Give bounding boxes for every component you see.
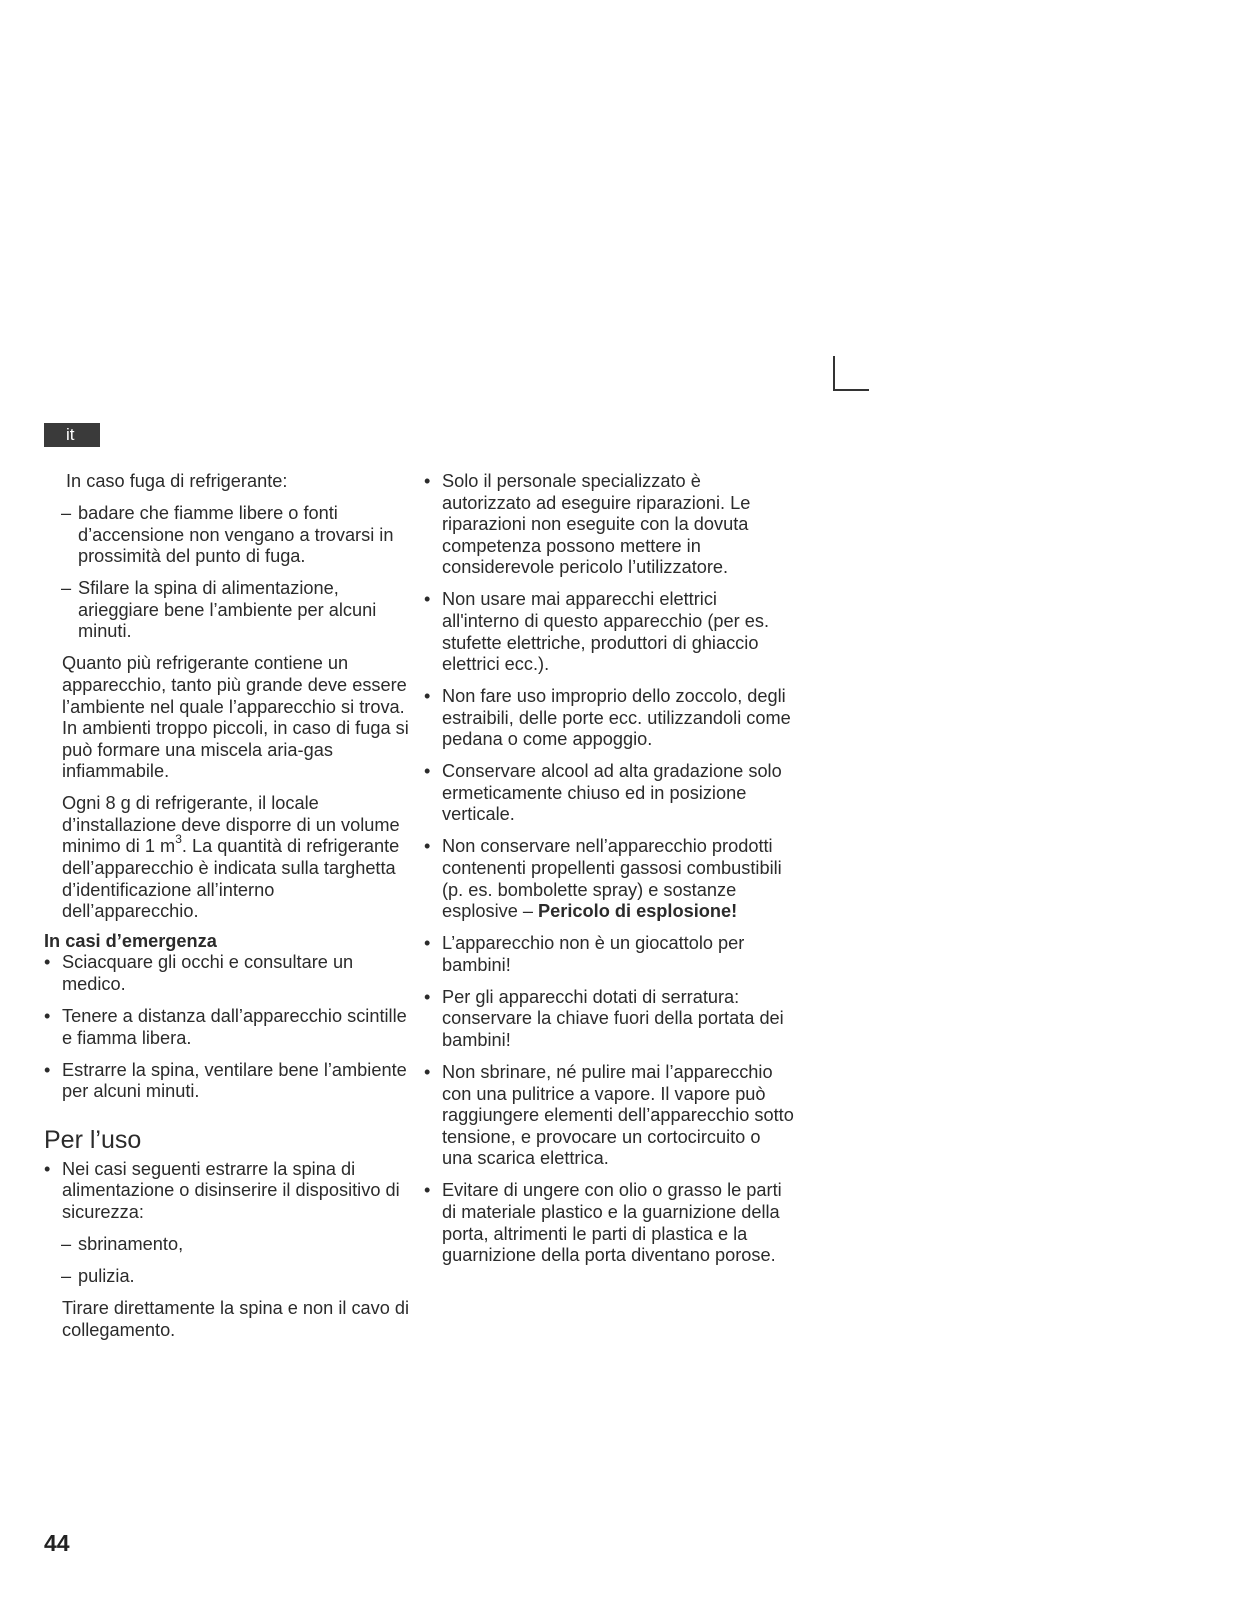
list-item: • Sciacquare gli occhi e consultare un medico. bbox=[44, 952, 414, 995]
list-item: • Conservare alcool ad alta gradazione solo ermeticamente chiuso ed in posizione verticale. bbox=[424, 761, 794, 826]
explosion-warning: Pericolo di esplosione! bbox=[538, 901, 738, 922]
refrigerant-paragraph: Quanto più refrigerante contiene un apparecchio, tanto più grande deve essere l’ambiente nel quale l’apparecchio si trova. In ambienti troppo piccoli, in caso di fuga si può formare una miscela aria-gas infiammabile. bbox=[62, 653, 409, 782]
volume-paragraph bbox=[62, 793, 414, 923]
list-item: • Estrarre la spina, ventilare bene l’ambiente per alcuni minuti. bbox=[44, 1060, 414, 1103]
list-item: • L’apparecchio non è un giocattolo per bambini! bbox=[424, 933, 794, 976]
language-tab: it bbox=[44, 423, 100, 447]
leak-dash-item: – badare che fiamme libere o fonti d’accensione non vengano a trovarsi in prossimità del punto di fuga. bbox=[44, 503, 414, 568]
list-item bbox=[424, 836, 794, 922]
right-column bbox=[424, 471, 794, 1267]
emergency-heading: In casi d’emergenza bbox=[44, 930, 217, 951]
dash-item: – pulizia. bbox=[44, 1266, 414, 1288]
list-item: • Non sbrinare, né pulire mai l’apparecchio con una pulitrice a vapore. Il vapore può raggiungere elementi dell’apparecchio sotto tensione, e provocare un cortocircuito o una scarica elettrica. bbox=[424, 1062, 794, 1170]
list-item: • Per gli apparecchi dotati di serratura: conservare la chiave fuori della portata dei bambini! bbox=[424, 987, 794, 1052]
list-item: • Solo il personale specializzato è autorizzato ad eseguire riparazioni. Le riparazioni non eseguite con la dovuta competenza possono mettere in considerevole pericolo l’utilizzatore. bbox=[424, 471, 794, 579]
leak-intro: In caso fuga di refrigerante: bbox=[66, 471, 288, 491]
leak-dash-item: – Sfilare la spina di alimentazione, arieggiare bene l’ambiente per alcuni minuti. bbox=[44, 578, 414, 643]
dash-item: – sbrinamento, bbox=[44, 1234, 414, 1256]
volume-text: Ogni 8 g di refrigerante, il locale d’installazione deve disporre di un volume minimo di 1 m bbox=[62, 793, 400, 857]
crop-mark bbox=[833, 356, 869, 391]
section-heading: Per l’uso bbox=[44, 1125, 142, 1154]
list-item: • Non fare uso improprio dello zoccolo, degli estraibili, delle porte ecc. utilizzandoli come pedana o come appoggio. bbox=[424, 686, 794, 751]
volume-text-end: . La quantità di refrigerante dell’apparecchio è indicata sulla targhetta d’identificazione all’interno dell’apparecchio. bbox=[62, 836, 400, 922]
list-item: • Non usare mai apparecchi elettrici all'interno di questo apparecchio (per es. stufette elettriche, produttori di ghiaccio elettrici ecc.). bbox=[424, 589, 794, 675]
superscript: 3 bbox=[175, 832, 182, 847]
page-number: 44 bbox=[44, 1530, 70, 1556]
left-column bbox=[44, 471, 414, 1341]
list-item: • Nei casi seguenti estrarre la spina di alimentazione o disinserire il dispositivo di sicurezza: bbox=[44, 1159, 414, 1224]
list-item: • Evitare di ungere con olio o grasso le parti di materiale plastico e la guarnizione della porta, altrimenti le parti di plastica e la guarnizione della porta diventano porose. bbox=[424, 1180, 794, 1266]
plug-paragraph: Tirare direttamente la spina e non il cavo di collegamento. bbox=[62, 1297, 410, 1340]
list-item: • Tenere a distanza dall’apparecchio scintille e fiamma libera. bbox=[44, 1006, 414, 1049]
explosive-text: Non conservare nell’apparecchio prodotti contenenti propellenti gassosi combustibili (p. es. bombolette spray) e sostanze esplosive – bbox=[442, 836, 782, 922]
